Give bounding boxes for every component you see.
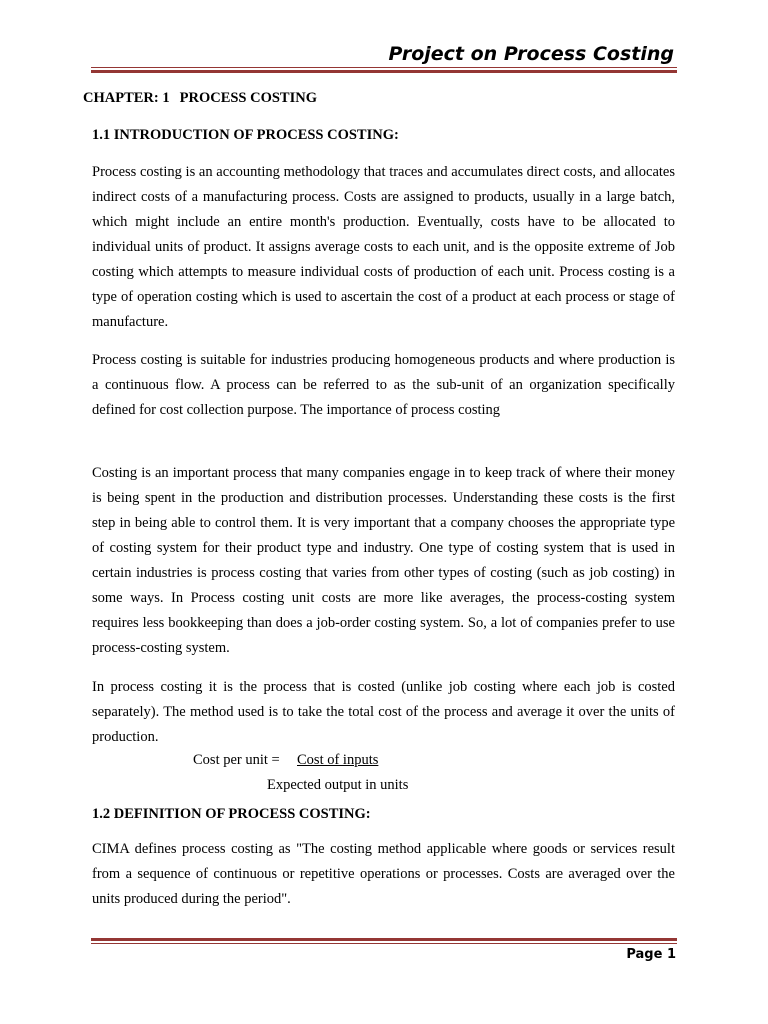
header-title: Project on Process Costing <box>388 43 674 65</box>
paragraph-cima-definition: CIMA defines process costing as "The costing method applicable where goods or services result from a sequence of continuous or repetitive operations or processes. Costs are averaged over the units produced during the period". <box>92 841 675 907</box>
formula-denominator: Expected output in units <box>267 777 409 793</box>
chapter-title: PROCESS COSTING <box>179 90 317 106</box>
header-rule-thick <box>91 70 677 73</box>
section-heading-intro: 1.1 INTRODUCTION OF PROCESS COSTING: <box>92 127 399 143</box>
page-number: Page 1 <box>626 947 676 962</box>
chapter-heading <box>83 90 317 107</box>
formula-label: Cost per unit = <box>193 752 280 768</box>
paragraph-method: In process costing it is the process that is costed (unlike job costing where each job is costed separately). The method used is to take the total cost of the process and average it over the units of production. <box>92 679 675 745</box>
section-heading-definition: 1.2 DEFINITION OF PROCESS COSTING: <box>92 806 371 822</box>
footer-rule-thin <box>91 943 677 944</box>
formula-numerator: Cost of inputs <box>297 752 379 768</box>
paragraph-importance: Costing is an important process that many companies engage in to keep track of where their money is being spent in the production and distribution processes. Understanding these costs is the first step in being able to control them. It is very important that a company chooses the appropriate type of costing system for their product type and industry. One type of costing system that is used in certain industries is process costing that varies from other types of costing (such as job costing) in some ways. In Process costing unit costs are more like averages, the process-costing system requires less bookkeeping than does a job-order costing system. So, a lot of companies prefer to use process-costing system. <box>92 465 675 656</box>
paragraph-intro: Process costing is an accounting methodology that traces and accumulates direct costs, and allocates indirect costs of a manufacturing process. Costs are assigned to products, usually in a large batch, which might include an entire month's production. Eventually, costs have to be allocated to individual units of product. It assigns average costs to each unit, and is the opposite extreme of Job costing which attempts to measure individual costs of production of each unit. Process costing is a type of operation costing which is used to ascertain the cost of a product at each process or stage of manufacture. <box>92 164 675 330</box>
header-rule-thin <box>91 67 677 68</box>
chapter-label: CHAPTER: 1 <box>83 90 170 106</box>
footer-rule-thick <box>91 938 677 941</box>
paragraph-suitability: Process costing is suitable for industries producing homogeneous products and where production is a continuous flow. A process can be referred to as the sub-unit of an organization specifically defined for cost collection purpose. The importance of process costing <box>92 352 675 418</box>
